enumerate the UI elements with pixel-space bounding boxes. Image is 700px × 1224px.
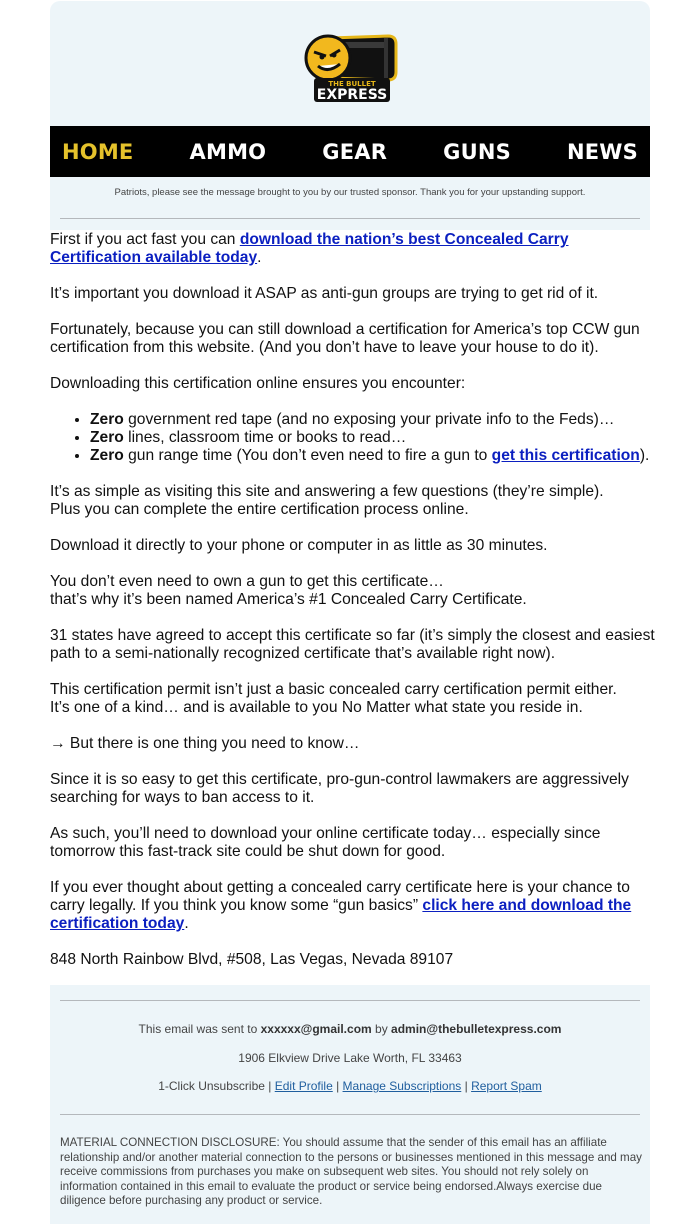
paragraph: It’s as simple as visiting this site and answering a few questions (they’re simple). Plus you can complete the entire certification process online.	[50, 483, 604, 518]
paragraph: It’s important you download it ASAP as anti-gun groups are trying to get rid of it.	[50, 285, 599, 302]
download-today-link[interactable]: click here and download the certification today	[50, 897, 632, 932]
sender-email: admin@thebulletexpress.com	[391, 1022, 562, 1036]
paragraph: → But there is one thing you need to know…	[50, 735, 360, 752]
bullet-express-logo[interactable]	[300, 26, 400, 106]
unsubscribe-link[interactable]: 1-Click Unsubscribe	[158, 1079, 265, 1093]
paragraph: Downloading this certification online ensures you encounter:	[50, 375, 466, 392]
paragraph: Fortunately, because you can still download a certification for America’s top CCW gun certification from this website. (And you don’t have to leave your house to do it).	[50, 321, 640, 356]
paragraph: First if you act fast you can download the nation’s best Concealed Carry Certification available today.	[50, 231, 569, 266]
paragraph: You don’t even need to own a gun to get this certificate… that’s why it’s been named America’s #1 Concealed Carry Certificate.	[50, 573, 527, 608]
nav-ammo[interactable]: AMMO	[189, 139, 267, 164]
list-item: • Zero gun range time (You don’t even need to fire a gun to get this certification).	[90, 447, 655, 465]
paragraph: This certification permit isn’t just a basic concealed carry certification permit either. It’s one of a kind… and is available to you No Matter what state you reside in.	[50, 681, 617, 716]
paragraph: Since it is so easy to get this certificate, pro-gun-control lawmakers are aggressively searching for ways to ban access to it.	[50, 771, 629, 806]
download-certification-link[interactable]: download the nation’s best Concealed Carry Certification available today	[50, 231, 569, 266]
paragraph: Download it directly to your phone or computer in as little as 30 minutes.	[50, 537, 548, 554]
nav-news[interactable]: NEWS	[566, 139, 638, 164]
material-disclosure: MATERIAL CONNECTION DISCLOSURE: You should assume that the sender of this email has an affiliate relationship and/or another material connection to the persons or businesses mentioned in this message and may receive commissions from purchases you make on subsequent web sites. You should not rely solely on information contained in this email to evaluate the product or service being endorsed.Always exercise due diligence before purchasing any product or service.	[60, 1136, 642, 1207]
paragraph: 31 states have agreed to accept this certificate so far (it’s simply the closest and easiest path to a semi-nationally recognized certificate that’s available right now).	[50, 627, 655, 662]
svg-text:THE BULLET: THE BULLET	[328, 80, 376, 88]
nav-guns[interactable]: GUNS	[443, 139, 511, 164]
list-item: • Zero lines, classroom time or books to read…	[90, 429, 655, 447]
nav-gear[interactable]: GEAR	[322, 139, 388, 164]
benefits-list	[50, 411, 655, 465]
manage-subscriptions-link[interactable]: Manage Subscriptions	[342, 1079, 462, 1093]
bullet-logo-icon	[300, 26, 400, 106]
divider	[60, 1000, 640, 1001]
paragraph: If you ever thought about getting a concealed carry certificate here is your chance to carry legally. If you think you know some “gun basics” click here and download the certification today.	[50, 879, 632, 932]
sponsor-note: Patriots, please see the message brought to you by our trusted sponsor. Thank you for your upstanding support.	[114, 187, 586, 198]
sender-address: 848 North Rainbow Blvd, #508, Las Vegas, Nevada 89107	[50, 951, 454, 968]
report-spam-link[interactable]: Report Spam	[471, 1079, 542, 1093]
main-nav	[50, 126, 650, 177]
footer-address: 1906 Elkview Drive Lake Worth, FL 33463	[238, 1051, 462, 1065]
divider	[60, 1114, 640, 1115]
email-body	[50, 231, 655, 987]
get-certification-link[interactable]: get this certification	[491, 447, 640, 464]
sent-to-line: This email was sent to xxxxxx@gmail.com by admin@thebulletexpress.com	[138, 1022, 562, 1036]
svg-text:EXPRESS: EXPRESS	[316, 87, 388, 103]
list-item: • Zero government red tape (and no exposing your private info to the Feds)…	[90, 411, 655, 429]
recipient-email: xxxxxx@gmail.com	[260, 1022, 372, 1036]
paragraph: As such, you’ll need to download your online certificate today… especially since tomorrow this fast-track site could be shut down for good.	[50, 825, 601, 860]
divider	[60, 218, 640, 219]
nav-home[interactable]: HOME	[62, 139, 134, 164]
edit-profile-link[interactable]: Edit Profile	[274, 1079, 333, 1093]
footer-links: 1-Click Unsubscribe | Edit Profile | Manage Subscriptions | Report Spam	[158, 1079, 542, 1093]
